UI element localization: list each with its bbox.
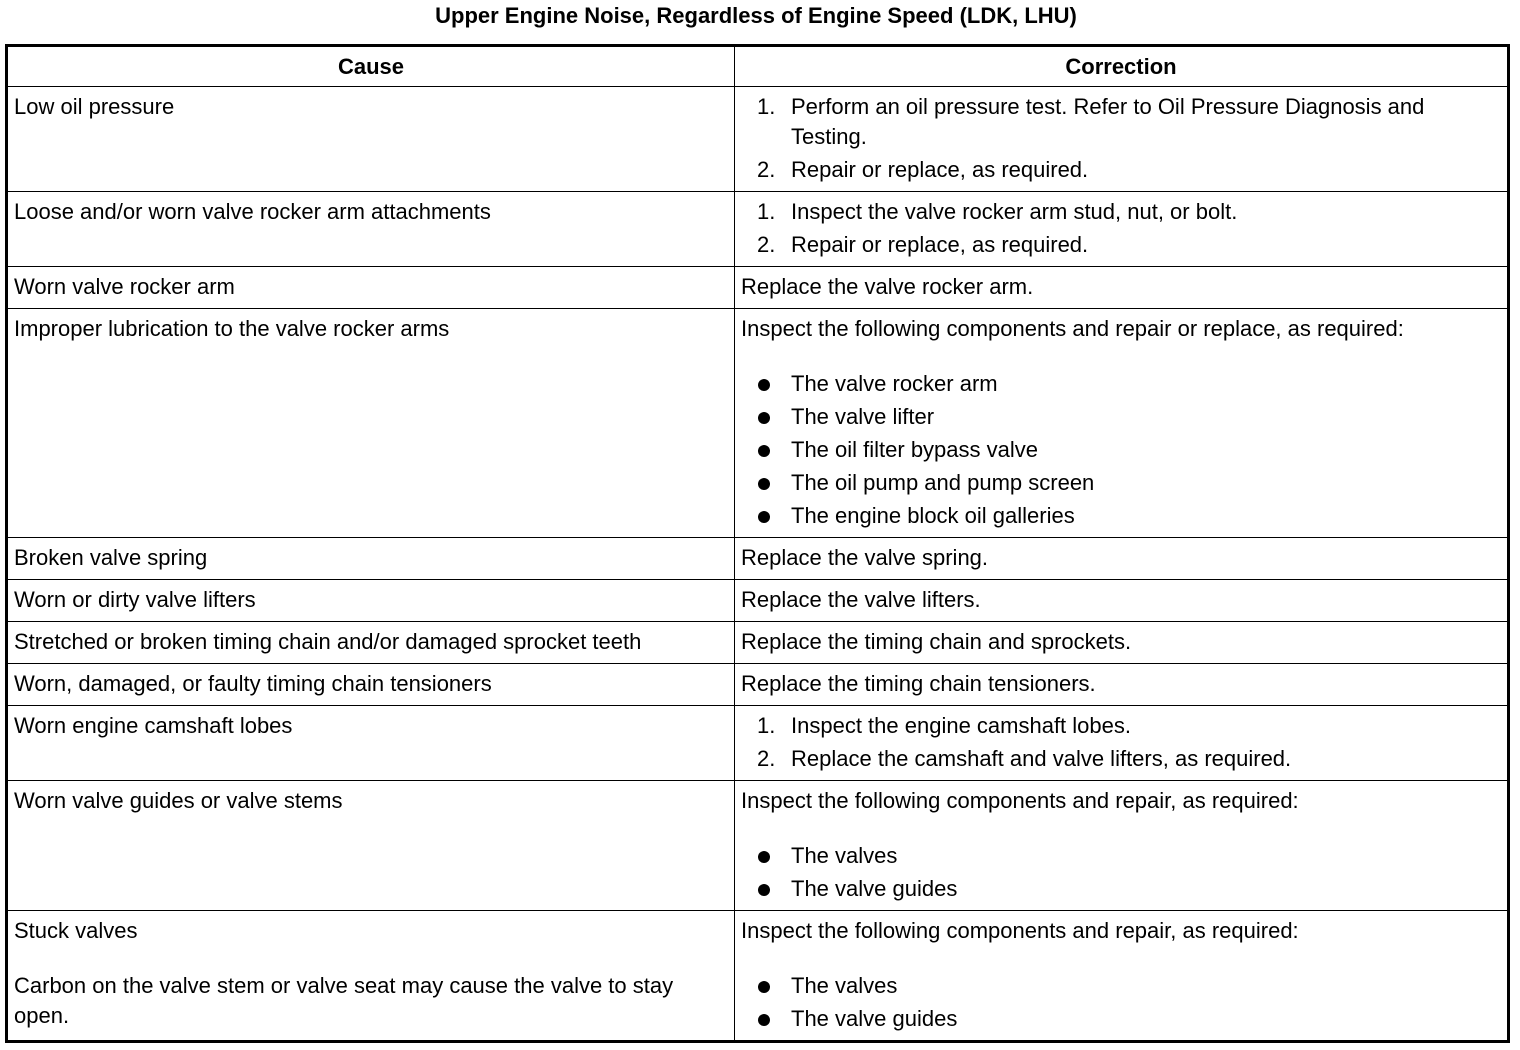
numbered-steps bbox=[741, 711, 1501, 774]
cause-text: Worn or dirty valve lifters bbox=[14, 587, 256, 612]
cause-text: Low oil pressure bbox=[14, 94, 175, 119]
bullet-text: The valve lifter bbox=[791, 404, 935, 429]
step-number: 1. bbox=[757, 713, 776, 738]
correction-cell bbox=[735, 192, 1509, 267]
correction-text: Replace the valve spring. bbox=[741, 545, 989, 570]
bullet-text: The valve guides bbox=[791, 876, 958, 901]
table-row bbox=[7, 87, 1509, 192]
correction-cell bbox=[735, 87, 1509, 192]
table-row bbox=[7, 538, 1509, 580]
step-text: Inspect the valve rocker arm stud, nut, or bolt. bbox=[791, 199, 1238, 224]
cause-cell bbox=[7, 781, 735, 911]
bullet-item bbox=[741, 971, 1501, 1001]
bullet-icon bbox=[758, 851, 770, 863]
cause-text: Worn engine camshaft lobes bbox=[14, 713, 293, 738]
bullet-icon bbox=[758, 379, 770, 391]
table-row bbox=[7, 781, 1509, 911]
cause-text: Worn valve guides or valve stems bbox=[14, 788, 343, 813]
correction-text: Replace the valve rocker arm. bbox=[741, 274, 1034, 299]
step-item bbox=[741, 230, 1501, 260]
correction-text: Replace the timing chain tensioners. bbox=[741, 671, 1096, 696]
cause-cell bbox=[7, 309, 735, 538]
cause-text: Worn, damaged, or faulty timing chain tensioners bbox=[14, 671, 492, 696]
cause-cell bbox=[7, 580, 735, 622]
table-row bbox=[7, 664, 1509, 706]
step-text: Repair or replace, as required. bbox=[791, 232, 1089, 257]
bullet-list bbox=[741, 841, 1501, 904]
header-row bbox=[7, 46, 1509, 87]
correction-cell bbox=[735, 580, 1509, 622]
cause-cell bbox=[7, 538, 735, 580]
table-row bbox=[7, 580, 1509, 622]
correction-cell bbox=[735, 309, 1509, 538]
table-row bbox=[7, 192, 1509, 267]
correction-text: Replace the valve lifters. bbox=[741, 587, 981, 612]
table-row bbox=[7, 911, 1509, 1042]
diagnosis-table bbox=[5, 44, 1510, 1043]
bullet-icon bbox=[758, 412, 770, 424]
bullet-text: The oil filter bypass valve bbox=[791, 437, 1038, 462]
bullet-text: The valve rocker arm bbox=[791, 371, 998, 396]
correction-cell bbox=[735, 706, 1509, 781]
table-row bbox=[7, 706, 1509, 781]
table-row bbox=[7, 622, 1509, 664]
bullet-icon bbox=[758, 478, 770, 490]
correction-cell bbox=[735, 781, 1509, 911]
numbered-steps bbox=[741, 92, 1501, 185]
cause-text: Stretched or broken timing chain and/or damaged sprocket teeth bbox=[14, 629, 642, 654]
correction-column-header: Correction bbox=[735, 46, 1509, 87]
numbered-steps bbox=[741, 197, 1501, 260]
bullet-text: The oil pump and pump screen bbox=[791, 470, 1095, 495]
bullet-item bbox=[741, 468, 1501, 498]
cause-text: Loose and/or worn valve rocker arm attachments bbox=[14, 199, 491, 224]
correction-cell bbox=[735, 622, 1509, 664]
step-text: Perform an oil pressure test. Refer to Oil Pressure Diagnosis and Testing. bbox=[791, 94, 1425, 149]
step-number: 2. bbox=[757, 746, 776, 771]
cause-cell bbox=[7, 911, 735, 1042]
step-text: Replace the camshaft and valve lifters, as required. bbox=[791, 746, 1292, 771]
correction-text: Replace the timing chain and sprockets. bbox=[741, 629, 1132, 654]
correction-text: Inspect the following components and repair, as required: bbox=[741, 788, 1299, 813]
step-text: Repair or replace, as required. bbox=[791, 157, 1089, 182]
bullet-list bbox=[741, 369, 1501, 531]
cause-text: Improper lubrication to the valve rocker arms bbox=[14, 316, 450, 341]
table-row bbox=[7, 309, 1509, 538]
correction-text: Inspect the following components and repair, as required: bbox=[741, 918, 1299, 943]
cause-text: Broken valve spring bbox=[14, 545, 208, 570]
correction-cell bbox=[735, 267, 1509, 309]
correction-cell bbox=[735, 538, 1509, 580]
bullet-text: The valves bbox=[791, 973, 898, 998]
correction-text: Inspect the following components and repair or replace, as required: bbox=[741, 316, 1404, 341]
bullet-text: The valve guides bbox=[791, 1006, 958, 1031]
bullet-icon bbox=[758, 884, 770, 896]
cause-column-header: Cause bbox=[7, 46, 735, 87]
page-title: Upper Engine Noise, Regardless of Engine Speed (LDK, LHU) bbox=[435, 3, 1077, 28]
step-number: 1. bbox=[757, 199, 776, 224]
correction-cell bbox=[735, 664, 1509, 706]
step-item bbox=[741, 744, 1501, 774]
cause-cell bbox=[7, 622, 735, 664]
cause-cell bbox=[7, 267, 735, 309]
step-text: Inspect the engine camshaft lobes. bbox=[791, 713, 1131, 738]
bullet-item bbox=[741, 402, 1501, 432]
cause-cell bbox=[7, 87, 735, 192]
bullet-text: The engine block oil galleries bbox=[791, 503, 1075, 528]
step-number: 2. bbox=[757, 157, 776, 182]
cause-text: Worn valve rocker arm bbox=[14, 274, 235, 299]
cause-cell bbox=[7, 706, 735, 781]
cause-cell bbox=[7, 664, 735, 706]
bullet-icon bbox=[758, 445, 770, 457]
bullet-list bbox=[741, 971, 1501, 1034]
bullet-item bbox=[741, 841, 1501, 871]
step-item bbox=[741, 197, 1501, 227]
step-number: 1. bbox=[757, 94, 776, 119]
cause-note: Carbon on the valve stem or valve seat may cause the valve to stay open. bbox=[14, 973, 674, 1028]
correction-cell bbox=[735, 911, 1509, 1042]
step-item bbox=[741, 711, 1501, 741]
bullet-item bbox=[741, 1004, 1501, 1034]
bullet-icon bbox=[758, 511, 770, 523]
bullet-icon bbox=[758, 1014, 770, 1026]
bullet-item bbox=[741, 501, 1501, 531]
cause-text: Stuck valves bbox=[14, 918, 138, 943]
step-item bbox=[741, 155, 1501, 185]
cause-cell bbox=[7, 192, 735, 267]
bullet-item bbox=[741, 874, 1501, 904]
table-row bbox=[7, 267, 1509, 309]
bullet-item bbox=[741, 435, 1501, 465]
step-item bbox=[741, 92, 1501, 152]
bullet-icon bbox=[758, 981, 770, 993]
step-number: 2. bbox=[757, 232, 776, 257]
bullet-item bbox=[741, 369, 1501, 399]
bullet-text: The valves bbox=[791, 843, 898, 868]
